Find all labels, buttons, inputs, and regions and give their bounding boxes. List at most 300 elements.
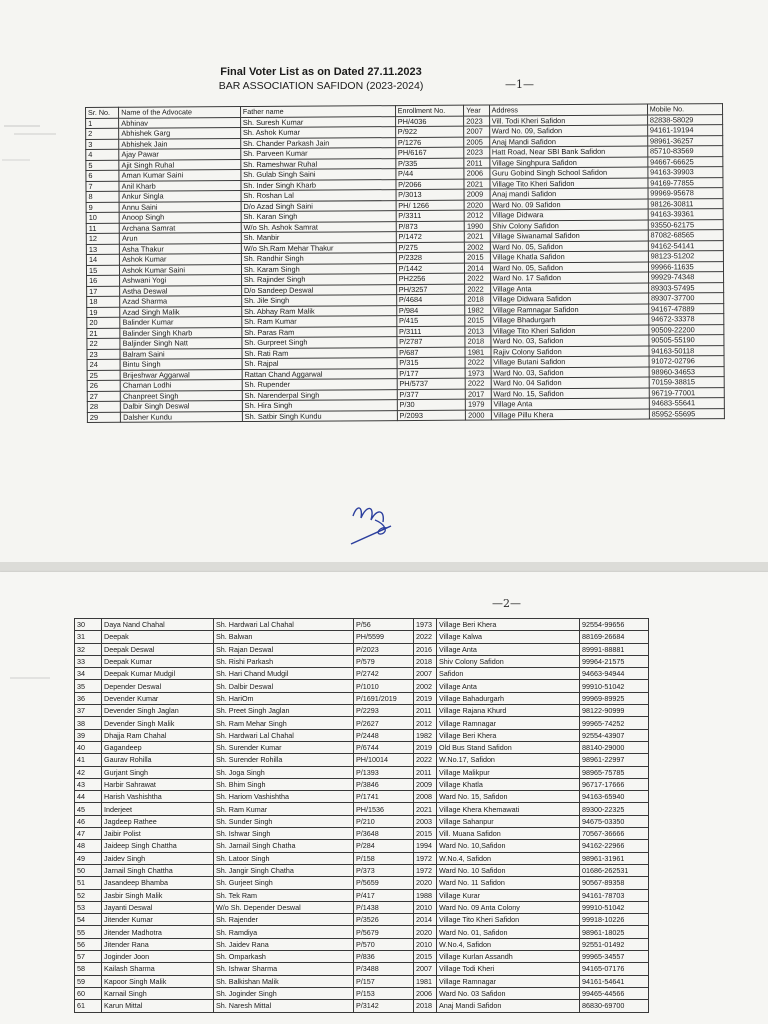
- address-cell: Village Siwanamal Safidon: [490, 230, 648, 241]
- mobile-no-cell: 93550-62175: [648, 219, 723, 230]
- enrollment-no-cell: P/284: [354, 840, 414, 852]
- advocate-name-cell: Kailash Sharma: [102, 963, 214, 975]
- sr-no-cell: 51: [75, 877, 102, 889]
- address-cell: Anaj Mandi Safidon: [437, 1000, 580, 1012]
- enrollment-no-cell: P/922: [395, 126, 464, 137]
- table-row: [75, 815, 649, 827]
- year-cell: 2002: [414, 680, 437, 692]
- father-name-cell: Sh. Hardwari Lal Chahal: [214, 619, 354, 631]
- sr-no-cell: 4: [86, 149, 119, 160]
- address-cell: Ward No. 03 Safidon: [437, 987, 580, 999]
- advocate-name-cell: Dalbir Singh Deswal: [120, 401, 242, 412]
- father-name-cell: Sh. Ishwar Singh: [214, 828, 354, 840]
- table-row: [75, 852, 649, 864]
- table-row: [75, 938, 649, 950]
- enrollment-no-cell: P/2787: [397, 336, 466, 347]
- advocate-name-cell: Astha Deswal: [120, 285, 242, 296]
- father-name-cell: Sh. Roshan Lal: [241, 190, 396, 201]
- sr-no-cell: 46: [75, 815, 102, 827]
- advocate-name-cell: Abhinav: [119, 117, 241, 128]
- year-cell: 2021: [464, 179, 489, 190]
- sr-no-cell: 18: [87, 296, 120, 307]
- sr-no-cell: 23: [87, 349, 120, 360]
- address-cell: Village Anta: [491, 398, 649, 409]
- advocate-name-cell: Depender Deswal: [102, 680, 214, 692]
- sr-no-cell: 12: [86, 233, 119, 244]
- mobile-no-cell: 92554-99656: [580, 619, 649, 631]
- year-cell: 2018: [414, 1000, 437, 1012]
- table-row: [75, 680, 649, 692]
- advocate-name-cell: Jasbir Singh Malik: [102, 889, 214, 901]
- year-cell: 1988: [414, 889, 437, 901]
- enrollment-no-cell: PH/5599: [354, 631, 414, 643]
- year-cell: 2023: [464, 116, 489, 127]
- enrollment-no-cell: P/275: [396, 242, 465, 253]
- enrollment-no-cell: P/2023: [354, 643, 414, 655]
- sr-no-cell: 53: [75, 901, 102, 913]
- document-title: Final Voter List as on Dated 27.11.2023: [220, 66, 422, 78]
- year-cell: 1981: [465, 347, 490, 358]
- mobile-no-cell: 89991-88881: [580, 643, 649, 655]
- sr-no-cell: 24: [87, 359, 120, 370]
- enrollment-no-cell: P/1010: [354, 680, 414, 692]
- enrollment-no-cell: P/415: [396, 315, 465, 326]
- address-cell: Village Ramnagar: [437, 717, 580, 729]
- year-cell: 2018: [465, 336, 490, 347]
- sr-no-cell: 34: [75, 668, 102, 680]
- mobile-no-cell: 96717-17666: [580, 778, 649, 790]
- sr-no-cell: 37: [75, 705, 102, 717]
- table-row: [75, 1000, 649, 1012]
- mobile-no-cell: 90505-55190: [649, 335, 724, 346]
- year-cell: 2018: [465, 294, 490, 305]
- advocate-name-cell: Gurjant Singh: [102, 766, 214, 778]
- address-cell: Village Kurar: [437, 889, 580, 901]
- margin-pencil-marks: [0, 120, 70, 180]
- mobile-no-cell: 89303-57495: [648, 282, 723, 293]
- advocate-name-cell: Jagdeep Rathee: [102, 815, 214, 827]
- advocate-name-cell: Ashok Kumar Saini: [120, 264, 242, 275]
- father-name-cell: Sh. Ram Kumar: [242, 316, 397, 327]
- advocate-name-cell: Abhishek Jain: [119, 138, 241, 149]
- father-name-cell: Sh. Joginder Singh: [214, 987, 354, 999]
- table-row: [75, 914, 649, 926]
- year-cell: 2007: [414, 668, 437, 680]
- year-cell: 2002: [465, 242, 490, 253]
- advocate-name-cell: Joginder Joon: [102, 951, 214, 963]
- advocate-name-cell: Harish Vashishtha: [102, 791, 214, 803]
- year-cell: 1972: [414, 852, 437, 864]
- table-row: [75, 668, 649, 680]
- table-row: [75, 877, 649, 889]
- sr-no-cell: 6: [86, 170, 119, 181]
- enrollment-no-cell: P/177: [397, 368, 466, 379]
- address-cell: Village Khera Khemawati: [437, 803, 580, 815]
- advocate-name-cell: Azad Sharma: [120, 296, 242, 307]
- father-name-cell: Sh. Rati Ram: [242, 347, 397, 358]
- mobile-no-cell: 94161-54641: [580, 975, 649, 987]
- address-cell: Village Tito Kheri Safidon: [437, 914, 580, 926]
- mobile-no-cell: 94162-54141: [648, 240, 723, 251]
- father-name-cell: Sh. Jaidev Rana: [214, 938, 354, 950]
- header-advocate-name-cell: Name of the Advocate: [119, 107, 241, 118]
- year-cell: 2015: [465, 315, 490, 326]
- mobile-no-cell: 98126-30811: [648, 198, 723, 209]
- year-cell: 2020: [414, 926, 437, 938]
- father-name-cell: Sh. Inder Singh Kharb: [241, 179, 396, 190]
- advocate-name-cell: Jaidev Singh: [102, 852, 214, 864]
- enrollment-no-cell: P/373: [354, 864, 414, 876]
- sr-no-cell: 40: [75, 741, 102, 753]
- sr-no-cell: 61: [75, 1000, 102, 1012]
- mobile-no-cell: 99910-51042: [580, 680, 649, 692]
- year-cell: 2014: [414, 914, 437, 926]
- advocate-name-cell: Devender Kumar: [102, 692, 214, 704]
- address-cell: Village Pillu Khera: [491, 409, 649, 420]
- year-cell: 2017: [465, 389, 490, 400]
- mobile-no-cell: 94165-07176: [580, 963, 649, 975]
- table-row: [75, 631, 649, 643]
- sr-no-cell: 13: [86, 244, 119, 255]
- year-cell: 2021: [464, 231, 489, 242]
- year-cell: 2016: [414, 643, 437, 655]
- address-cell: Village Malikpur: [437, 766, 580, 778]
- address-cell: Anaj mandi Safidon: [490, 188, 648, 199]
- mobile-no-cell: 98961-36257: [647, 135, 722, 146]
- address-cell: W.No.4, Safidon: [437, 938, 580, 950]
- address-cell: W.No.4, Safidon: [437, 852, 580, 864]
- father-name-cell: Sh. Gurpreet Singh: [242, 337, 397, 348]
- table-row: [75, 951, 649, 963]
- address-cell: Ward No. 01, Safidon: [437, 926, 580, 938]
- advocate-name-cell: Ashok Kumar: [120, 254, 242, 265]
- year-cell: 2000: [466, 410, 491, 421]
- sr-no-cell: 5: [86, 160, 119, 171]
- year-cell: 1972: [414, 864, 437, 876]
- father-name-cell: Sh. Gulab Singh Saini: [241, 169, 396, 180]
- sr-no-cell: 20: [87, 317, 120, 328]
- table-row: [75, 754, 649, 766]
- advocate-name-cell: Daya Nand Chahal: [102, 619, 214, 631]
- mobile-no-cell: 98961-22997: [580, 754, 649, 766]
- father-name-cell: Sh. Dalbir Deswal: [214, 680, 354, 692]
- enrollment-no-cell: PH/3257: [396, 284, 465, 295]
- sr-no-cell: 7: [86, 181, 119, 192]
- mobile-no-cell: 92551-01492: [580, 938, 649, 950]
- address-cell: Rajiv Colony Safidon: [491, 346, 649, 357]
- table-row: [75, 840, 649, 852]
- father-name-cell: Sh. Suresh Kumar: [240, 116, 395, 127]
- table-row: [75, 643, 649, 655]
- mobile-no-cell: 98961-31961: [580, 852, 649, 864]
- mobile-no-cell: 99966-11635: [648, 261, 723, 272]
- father-name-cell: Sh. Karam Singh: [241, 263, 396, 274]
- sr-no-cell: 17: [87, 286, 120, 297]
- advocate-name-cell: Arun: [119, 233, 241, 244]
- year-cell: 2010: [414, 901, 437, 913]
- sr-no-cell: 39: [75, 729, 102, 741]
- enrollment-no-cell: P/3013: [396, 189, 465, 200]
- address-cell: Village Bahadurgarh: [437, 692, 580, 704]
- address-cell: Ward No. 15, Safidon: [491, 388, 649, 399]
- enrollment-no-cell: P/3111: [396, 326, 465, 337]
- mobile-no-cell: 94672-33378: [649, 314, 724, 325]
- year-cell: 2023: [464, 147, 489, 158]
- enrollment-no-cell: PH2256: [396, 273, 465, 284]
- address-cell: Village Bhadurgarh: [490, 314, 648, 325]
- voter-table-page-one: [85, 103, 725, 423]
- sr-no-cell: 44: [75, 791, 102, 803]
- address-cell: Village Ramnagar: [437, 975, 580, 987]
- sr-no-cell: 16: [87, 275, 120, 286]
- margin-pencil-marks-two: [0, 672, 70, 692]
- year-cell: 2006: [464, 168, 489, 179]
- father-name-cell: Sh. Randhir Singh: [241, 253, 396, 264]
- advocate-name-cell: Jaibir Polist: [102, 828, 214, 840]
- address-cell: Village Singhpura Safidon: [489, 157, 647, 168]
- table-row: [75, 864, 649, 876]
- father-name-cell: Sh. Joga Singh: [214, 766, 354, 778]
- enrollment-no-cell: P/687: [397, 347, 466, 358]
- sr-no-cell: 57: [75, 951, 102, 963]
- enrollment-no-cell: P/153: [354, 987, 414, 999]
- year-cell: 2022: [414, 631, 437, 643]
- advocate-name-cell: Azad Singh Malik: [120, 306, 242, 317]
- advocate-name-cell: Jasandeep Bhamba: [102, 877, 214, 889]
- mobile-no-cell: 96719-77001: [649, 387, 724, 398]
- year-cell: 2015: [465, 252, 490, 263]
- father-name-cell: Sh. Gurjeet Singh: [214, 877, 354, 889]
- address-cell: Ward No. 17 Safidon: [490, 272, 648, 283]
- address-cell: Village Anta: [437, 643, 580, 655]
- father-name-cell: Sh. Tek Ram: [214, 889, 354, 901]
- address-cell: Safidon: [437, 668, 580, 680]
- address-cell: Village Kurlan Assandh: [437, 951, 580, 963]
- year-cell: 1973: [414, 619, 437, 631]
- address-cell: Ward No. 05, Safidon: [490, 241, 648, 252]
- enrollment-no-cell: P/2066: [396, 179, 465, 190]
- table-row: [75, 901, 649, 913]
- signature-mark: [345, 498, 405, 548]
- father-name-cell: Sh. Ramdiya: [214, 926, 354, 938]
- year-cell: 2022: [465, 357, 490, 368]
- father-name-cell: Sh. Ashok Kumar: [240, 127, 395, 138]
- advocate-name-cell: Devender Singh Jaglan: [102, 705, 214, 717]
- address-cell: Ward No. 05, Safidon: [490, 262, 648, 273]
- father-name-cell: Sh. Hari Chand Mudgil: [214, 668, 354, 680]
- mobile-no-cell: 94163-39903: [648, 167, 723, 178]
- advocate-name-cell: Annu Saini: [119, 201, 241, 212]
- enrollment-no-cell: P/1691/2019: [354, 692, 414, 704]
- sr-no-cell: 22: [87, 338, 120, 349]
- year-cell: 2013: [465, 326, 490, 337]
- mobile-no-cell: 98965-75785: [580, 766, 649, 778]
- enrollment-no-cell: P/2742: [354, 668, 414, 680]
- address-cell: Village Kalwa: [437, 631, 580, 643]
- sr-no-cell: 21: [87, 328, 120, 339]
- table-row: [75, 717, 649, 729]
- mobile-no-cell: 94667-66625: [648, 156, 723, 167]
- sr-no-cell: 27: [87, 391, 120, 402]
- address-cell: Guru Gobind Singh School Safidon: [489, 167, 647, 178]
- sr-no-cell: 54: [75, 914, 102, 926]
- sr-no-cell: 1: [86, 118, 119, 129]
- enrollment-no-cell: P/6744: [354, 741, 414, 753]
- father-name-cell: Sh. Ram Mehar Singh: [214, 717, 354, 729]
- address-cell: Vill. Todi Kheri Safidon: [489, 115, 647, 126]
- enrollment-no-cell: P/2293: [354, 705, 414, 717]
- table-row: [75, 655, 649, 667]
- father-name-cell: Sh. Rishi Parkash: [214, 655, 354, 667]
- address-cell: Village Khatla Safidon: [490, 251, 648, 262]
- year-cell: 2010: [414, 938, 437, 950]
- advocate-name-cell: Ajit Singh Ruhal: [119, 159, 241, 170]
- father-name-cell: Sh. Rajinder Singh: [241, 274, 396, 285]
- enrollment-no-cell: P/579: [354, 655, 414, 667]
- year-cell: 2006: [414, 987, 437, 999]
- year-cell: 2003: [414, 815, 437, 827]
- father-name-cell: Sh. Rupender: [242, 379, 397, 390]
- year-cell: 2011: [414, 705, 437, 717]
- father-name-cell: Sh. Balwan: [214, 631, 354, 643]
- header-year-cell: Year: [464, 105, 489, 116]
- mobile-no-cell: 89300-22325: [580, 803, 649, 815]
- enrollment-no-cell: P/2093: [397, 410, 466, 421]
- sr-no-cell: 49: [75, 852, 102, 864]
- mobile-no-cell: 99465-44566: [580, 987, 649, 999]
- year-cell: 1981: [414, 975, 437, 987]
- mobile-no-cell: 82838-58029: [647, 114, 722, 125]
- year-cell: 2020: [414, 877, 437, 889]
- address-cell: Village Khatla: [437, 778, 580, 790]
- year-cell: 2019: [414, 741, 437, 753]
- year-cell: 2009: [464, 189, 489, 200]
- sr-no-cell: 48: [75, 840, 102, 852]
- address-cell: Village Sahanpur: [437, 815, 580, 827]
- father-name-cell: D/o Azad Singh Saini: [241, 200, 396, 211]
- advocate-name-cell: Balinder Singh Kharb: [120, 327, 242, 338]
- table-row: [75, 828, 649, 840]
- advocate-name-cell: Deepak Kumar Mudgil: [102, 668, 214, 680]
- father-name-cell: Sh. Abhay Ram Malik: [242, 305, 397, 316]
- voter-table-page-two: [74, 618, 649, 1013]
- mobile-no-cell: 94163-39361: [648, 209, 723, 220]
- father-name-cell: Sh. Jile Singh: [241, 295, 396, 306]
- address-cell: Ward No. 09, Safidon: [489, 125, 647, 136]
- address-cell: Village Butani Safidon: [491, 356, 649, 367]
- sr-no-cell: 35: [75, 680, 102, 692]
- table-row: [75, 766, 649, 778]
- mobile-no-cell: 94163-65940: [580, 791, 649, 803]
- table-row: [75, 778, 649, 790]
- father-name-cell: Sh. Jarnail Singh Chatha: [214, 840, 354, 852]
- header-enrollment-no-cell: Enrollment No.: [395, 105, 464, 116]
- table-row: [75, 803, 649, 815]
- sr-no-cell: 38: [75, 717, 102, 729]
- address-cell: Village Didwara: [490, 209, 648, 220]
- father-name-cell: Sh. Balkishan Malik: [214, 975, 354, 987]
- advocate-name-cell: Jitender Kumar: [102, 914, 214, 926]
- mobile-no-cell: 98961-18025: [580, 926, 649, 938]
- sr-no-cell: 45: [75, 803, 102, 815]
- advocate-name-cell: Charnan Lodhi: [120, 380, 242, 391]
- advocate-name-cell: Ankur Singla: [119, 191, 241, 202]
- address-cell: Village Beri Khera: [437, 619, 580, 631]
- enrollment-no-cell: P/2448: [354, 729, 414, 741]
- address-cell: Village Anta: [490, 283, 648, 294]
- address-cell: Ward No. 15, Safidon: [437, 791, 580, 803]
- year-cell: 2011: [414, 766, 437, 778]
- father-name-cell: Sh. Rajender: [214, 914, 354, 926]
- enrollment-no-cell: P/2328: [396, 252, 465, 263]
- mobile-no-cell: 94162-22966: [580, 840, 649, 852]
- table-row: [75, 889, 649, 901]
- advocate-name-cell: Karun Mittal: [102, 1000, 214, 1012]
- address-cell: Village Todi Kheri: [437, 963, 580, 975]
- advocate-name-cell: Inderjeet: [102, 803, 214, 815]
- table-row: [75, 741, 649, 753]
- table-row: [75, 963, 649, 975]
- year-cell: 1994: [414, 840, 437, 852]
- sr-no-cell: 43: [75, 778, 102, 790]
- year-cell: 2007: [464, 126, 489, 137]
- mobile-no-cell: 90567-89358: [580, 877, 649, 889]
- address-cell: Village Tito Kheri Safidon: [490, 178, 648, 189]
- advocate-name-cell: Brijeshwar Aggarwal: [120, 369, 242, 380]
- mobile-no-cell: 70567-36666: [580, 828, 649, 840]
- address-cell: Ward No. 03, Safidon: [491, 335, 649, 346]
- table-row: [75, 987, 649, 999]
- enrollment-no-cell: P/377: [397, 389, 466, 400]
- advocate-name-cell: Balram Saini: [120, 348, 242, 359]
- sr-no-cell: 30: [75, 619, 102, 631]
- sr-no-cell: 8: [86, 191, 119, 202]
- address-cell: Village Tito Kheri Safidon: [490, 325, 648, 336]
- advocate-name-cell: Gaurav Rohilla: [102, 754, 214, 766]
- father-name-cell: W/o Sh. Depender Deswal: [214, 901, 354, 913]
- father-name-cell: Rattan Chand Aggarwal: [242, 368, 397, 379]
- year-cell: 2007: [414, 963, 437, 975]
- mobile-no-cell: 89307-37700: [648, 293, 723, 304]
- header-address-cell: Address: [489, 104, 647, 115]
- sr-no-cell: 50: [75, 864, 102, 876]
- enrollment-no-cell: P/1393: [354, 766, 414, 778]
- address-cell: Village Rajana Khurd: [437, 705, 580, 717]
- mobile-no-cell: 99918-10226: [580, 914, 649, 926]
- mobile-no-cell: 99910-51042: [580, 901, 649, 913]
- table-row: [75, 729, 649, 741]
- father-name-cell: Sh. Surender Rohilla: [214, 754, 354, 766]
- mobile-no-cell: 99965-34557: [580, 951, 649, 963]
- enrollment-no-cell: P/3648: [354, 828, 414, 840]
- year-cell: 2020: [464, 200, 489, 211]
- document-subtitle: BAR ASSOCIATION SAFIDON (2023-2024): [218, 80, 424, 92]
- advocate-name-cell: Dalsher Kundu: [121, 411, 243, 422]
- father-name-cell: Sh. HariOm: [214, 692, 354, 704]
- mobile-no-cell: 92554-43907: [580, 729, 649, 741]
- sr-no-cell: 2: [86, 128, 119, 139]
- year-cell: 2022: [465, 284, 490, 295]
- mobile-no-cell: 70159-38815: [649, 377, 724, 388]
- enrollment-no-cell: P/30: [397, 399, 466, 410]
- table-row: [75, 619, 649, 631]
- father-name-cell: Sh. Hariom Vashishtha: [214, 791, 354, 803]
- sr-no-cell: 29: [87, 412, 120, 423]
- address-cell: Vill. Muana Safidon: [437, 828, 580, 840]
- mobile-no-cell: 98960-34653: [649, 366, 724, 377]
- enrollment-no-cell: P/1276: [395, 137, 464, 148]
- address-cell: Anaj Mandi Safidon: [489, 136, 647, 147]
